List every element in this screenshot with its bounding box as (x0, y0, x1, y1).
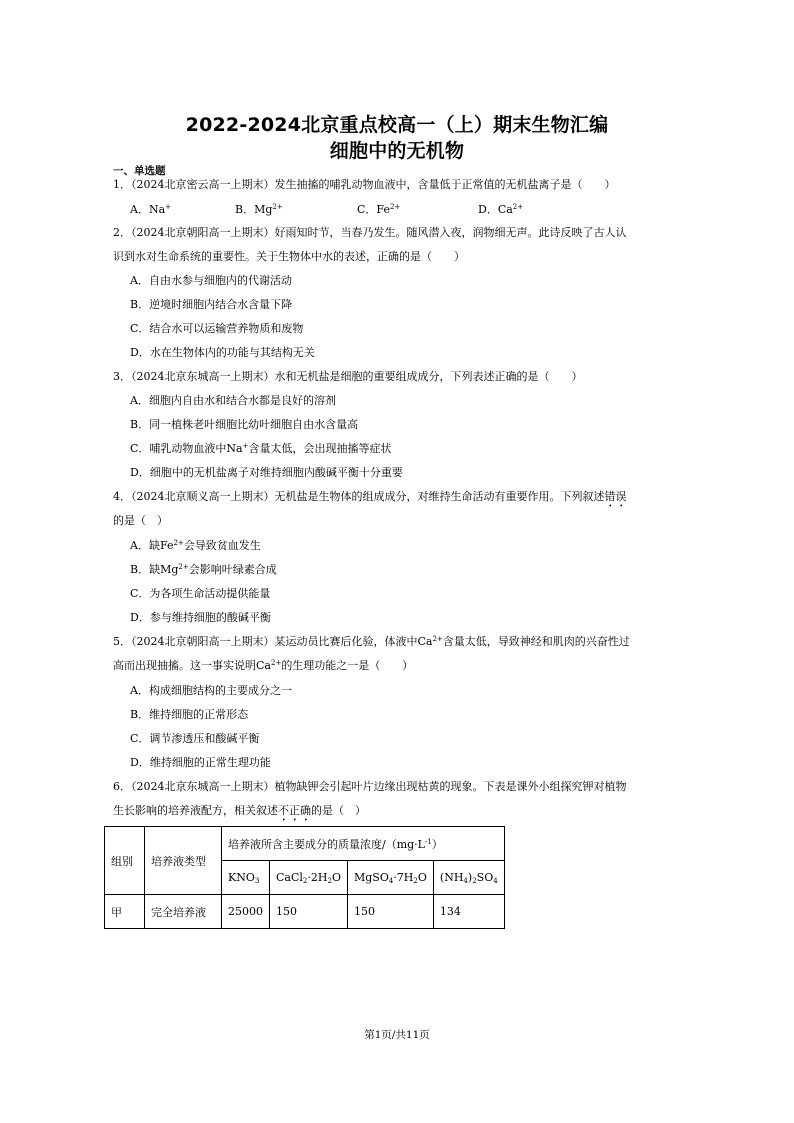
table-header-concentration: 培养液所含主要成分的质量浓度$/(mg\cdot L^{-1})$ (222, 827, 505, 861)
table-cell: 25000 (222, 895, 270, 929)
question-6-stem-line-1: 6．（2024北京东城高一上期末）植物缺钾会引起叶片边缘出现枯黄的现象。下表是课外小组探究钾对植物 (113, 780, 627, 793)
question-2-stem-line-1: 2．（2024北京朝阳高一上期末）好雨知时节，当春乃发生。随风潜入夜，润物细无声。此诗反映了古人认 (113, 226, 627, 239)
question-3-stem: 3．（2024北京东城高一上期末）水和无机盐是细胞的重要组成成分，下列表述正确的是（ ） (113, 370, 583, 383)
question-5-option-a: A．构成细胞结构的主要成分之一 (130, 684, 292, 697)
question-1-option-c: C．$Fe^{2+}$ (357, 203, 401, 216)
table-header-group: 组别 (105, 827, 145, 895)
question-6-stem-line-2: 生长影响的培养液配方，相关叙述不正确的是（ ） (113, 804, 366, 817)
question-4-stem-line-1: 4．（2024北京顺义高一上期末）无机盐是生物体的组成成分，对维持生命活动有重要作用。下列叙述错误 (113, 490, 627, 503)
table-row (105, 895, 505, 929)
question-1-stem: 1．（2024北京密云高一上期末）发生抽搐的哺乳动物血液中，含量低于正常值的无机盐离子是（ ） (113, 178, 616, 191)
table-header-nh4so4: $(NH_4)_2SO_4$ (433, 861, 504, 895)
question-5-option-c: C．调节渗透压和酸碱平衡 (130, 732, 260, 745)
question-5-stem-line-1: 5．（2024北京朝阳高一上期末）某运动员比赛后化验，体液中$Ca^{2+}$含量太低，导致神经和肌肉的兴奋性过 (113, 635, 630, 648)
question-5-stem-line-2: 高而出现抽搐。这一事实说明$Ca^{2+}$的生理功能之一是（ ） (113, 659, 414, 672)
table-header-mgso4: $MgSO_4\cdot 7H_2O$ (347, 861, 433, 895)
page-subtitle: 细胞中的无机物 (329, 140, 465, 162)
question-4-stem-line-2: 的是（ ） (113, 514, 168, 527)
page-footer: 第1页/共11页 (364, 1029, 430, 1041)
question-2-stem-line-2: 识到水对生命系统的重要性。关于生物体中水的表述，正确的是（ ） (113, 250, 465, 263)
question-4-option-d: D．参与维持细胞的酸碱平衡 (130, 611, 271, 624)
emphasis-text: 错误 (604, 490, 627, 503)
culture-solution-table (104, 826, 505, 929)
question-4-option-c: C．为各项生命活动提供能量 (130, 587, 271, 600)
question-3-option-b: B．同一植株老叶细胞比幼叶细胞自由水含量高 (130, 418, 359, 431)
question-1-option-b: B．$Mg^{2+}$ (235, 203, 283, 216)
question-4-option-b: B．缺$Mg^{2+}$会影响叶绿素合成 (130, 563, 277, 576)
section-heading: 一、单选题 (113, 165, 166, 177)
table-header-cacl2: $CaCl_2\cdot 2H_2O$ (270, 861, 348, 895)
table-cell: 150 (270, 895, 348, 929)
question-3-option-d: D．细胞中的无机盐离子对维持细胞内酸碱平衡十分重要 (130, 466, 403, 479)
table-header-type: 培养液类型 (145, 827, 222, 895)
page-title: 2022-2024北京重点校高一（上）期末生物汇编 (185, 114, 609, 136)
question-3-option-a: A．细胞内自由水和结合水都是良好的溶剂 (130, 394, 336, 407)
question-1-option-a: A．Na+ (130, 203, 172, 216)
question-5-option-d: D．维持细胞的正常生理功能 (130, 756, 271, 769)
table-cell: 完全培养液 (145, 895, 222, 929)
question-1-option-d: D．$Ca^{2+}$ (478, 203, 524, 216)
question-2-option-d: D．水在生物体内的功能与其结构无关 (130, 346, 315, 359)
question-5-option-b: B．维持细胞的正常形态 (130, 708, 249, 721)
question-4-option-a: A．缺$Fe^{2+}$会导致贫血发生 (130, 539, 261, 552)
question-2-option-c: C．结合水可以运输营养物质和废物 (130, 322, 304, 335)
table-cell: 134 (433, 895, 504, 929)
table-header-kno3: $KNO_3$ (222, 861, 270, 895)
emphasis-text: 不正确 (278, 804, 311, 817)
table-cell: 150 (347, 895, 433, 929)
table-cell: 甲 (105, 895, 145, 929)
question-2-option-b: B．逆境时细胞内结合水含量下降 (130, 298, 293, 311)
question-2-option-a: A．自由水参与细胞内的代谢活动 (130, 274, 292, 287)
question-3-option-c: C．哺乳动物血液中Na+含量太低，会出现抽搐等症状 (130, 442, 392, 455)
